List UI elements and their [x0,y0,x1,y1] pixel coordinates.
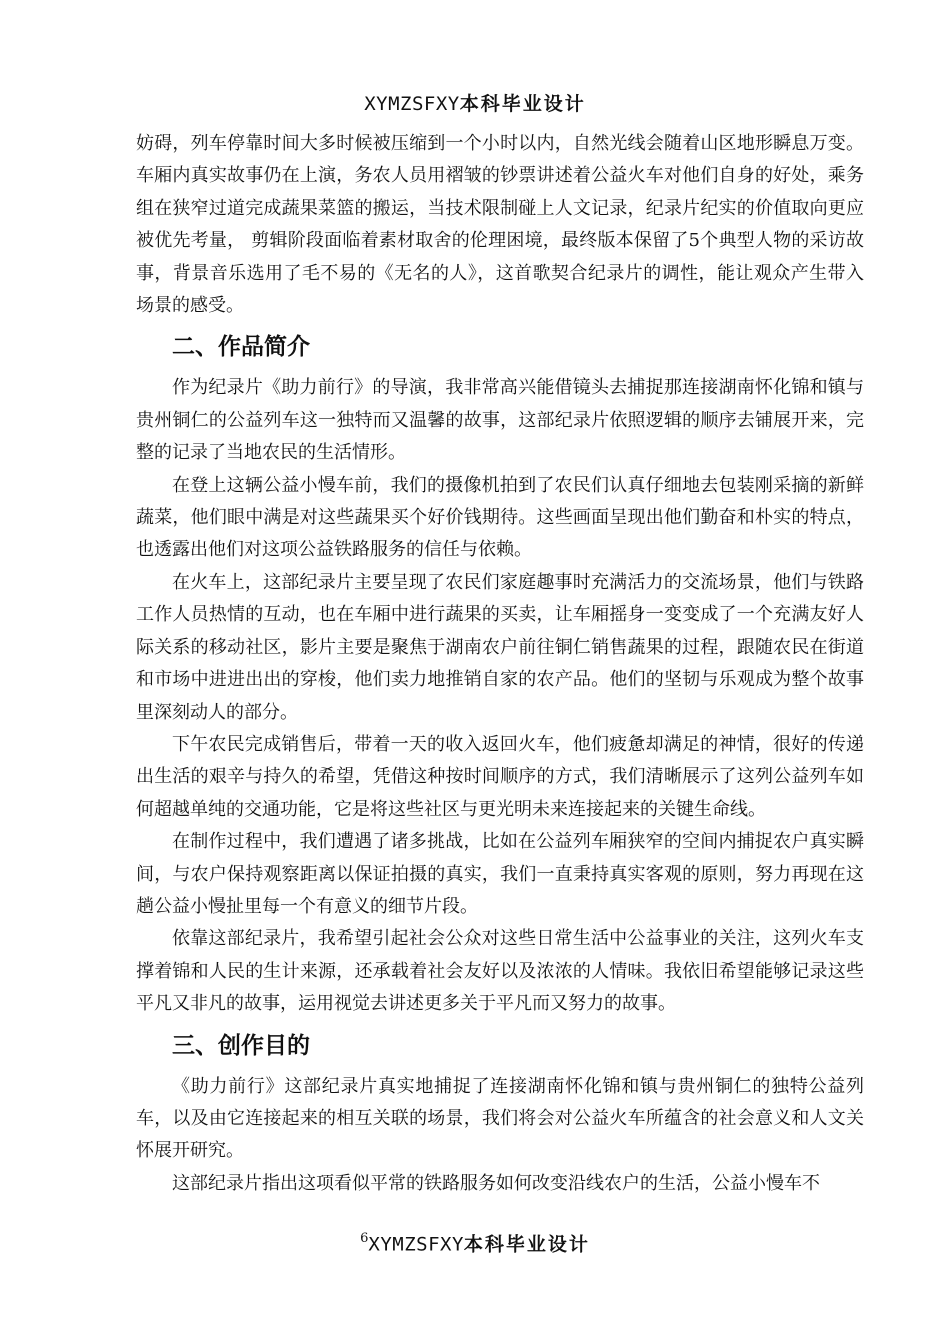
continuation-paragraph: 妨碍，列车停靠时间大多时候被压缩到一个小时以内，自然光线会随着山区地形瞬息万变。车厢内真实故事仍在上演，务农人员用褶皱的钞票讲述着公益火车对他们自身的好处，乘务组在狭窄过道完成蔬果菜篮的搬运，当技术限制碰上人文记录，纪录片纪实的价值取向更应被优先考量， 剪辑阶段面临着素材取舍的伦理困境，最终版本保留了5个典型人物的采访故事，背景音乐选用了毛不易的《无名的人》，这首歌契合纪录片的调性，能让观众产生带入场景的感受。 [136,133,864,317]
intro-paragraph-4: 下午农民完成销售后，带着一天的收入返回火车，他们疲惫却满足的神情，很好的传递出生活的艰辛与持久的希望，凭借这种按时间顺序的方式，我们清晰展示了这列公益列车如何超越单纯的交通功能，它是将这些社区与更光明未来连接起来的关键生命线。 [136,733,864,820]
intro-paragraph-2: 在登上这辆公益小慢车前，我们的摄像机拍到了农民们认真仔细地去包装刚采摘的新鲜蔬菜，他们眼中满是对这些蔬果买个好价钱期待。这些画面呈现出他们勤奋和朴实的特点，也透露出他们对这项公益铁路服务的信任与依赖。 [136,474,864,561]
header-title: 本科毕业设计 [459,93,586,115]
intro-paragraph-1: 作为纪录片《助力前行》的导演，我非常高兴能借镜头去捕捉那连接湖南怀化锦和镇与贵州铜仁的公益列车这一独特而又温馨的故事，这部纪录片依照逻辑的顺序去铺展开来，完整的记录了当地农民的生活情形。 [136,377,864,464]
page-number: 6 [360,1231,369,1246]
intro-paragraph-5: 在制作过程中，我们遭遇了诸多挑战，比如在公益列车厢狭窄的空间内捕捉农户真实瞬间，与农户保持观察距离以保证拍摄的真实，我们一直秉持真实客观的原则，努力再现在这趟公益小慢扯里每一个有意义的细节片段。 [136,831,864,917]
document-body [136,128,864,1200]
intro-paragraph-3: 在火车上，这部纪录片主要呈现了农民们家庭趣事时充满活力的交流场景，他们与铁路工作人员热情的互动，也在车厢中进行蔬果的买卖，让车厢摇身一变变成了一个充满友好人际关系的移动社区，影片主要是聚焦于湖南农户前往铜仁销售蔬果的过程，跟随农民在街道和市场中进进出出的穿梭，他们卖力地推销自家的农产品。他们的坚韧与乐观成为整个故事里深刻动人的部分。 [136,571,864,723]
header-school-code: XYMZSFXY [364,93,460,115]
footer-title: 本科毕业设计 [463,1233,590,1256]
intro-paragraph-6: 依靠这部纪录片，我希望引起社会公众对这些日常生活中公益事业的关注，这列火车支撑着锦和人民的生计来源，还承载着社会友好以及浓浓的人情味。我依旧希望能够记录这些平凡又非凡的故事，运用视觉去讲述更多关于平凡而又努力的故事。 [136,928,864,1015]
purpose-paragraph-2: 这部纪录片指出这项看似平常的铁路服务如何改变沿线农户的生活，公益小慢车不 [172,1172,820,1194]
page-header [0,88,950,119]
section-heading-purpose: 三、创作目的 [172,1032,310,1059]
footer-school-code: XYMZSFXY [368,1233,464,1256]
section-heading-intro: 二、作品简介 [172,334,310,361]
page-footer [0,1226,950,1260]
purpose-paragraph-1: 《助力前行》这部纪录片真实地捕捉了连接湖南怀化锦和镇与贵州铜仁的独特公益列车，以及由它连接起来的相互关联的场景，我们将会对公益火车所蕴含的社会意义和人文关怀展开研究。 [136,1075,864,1162]
